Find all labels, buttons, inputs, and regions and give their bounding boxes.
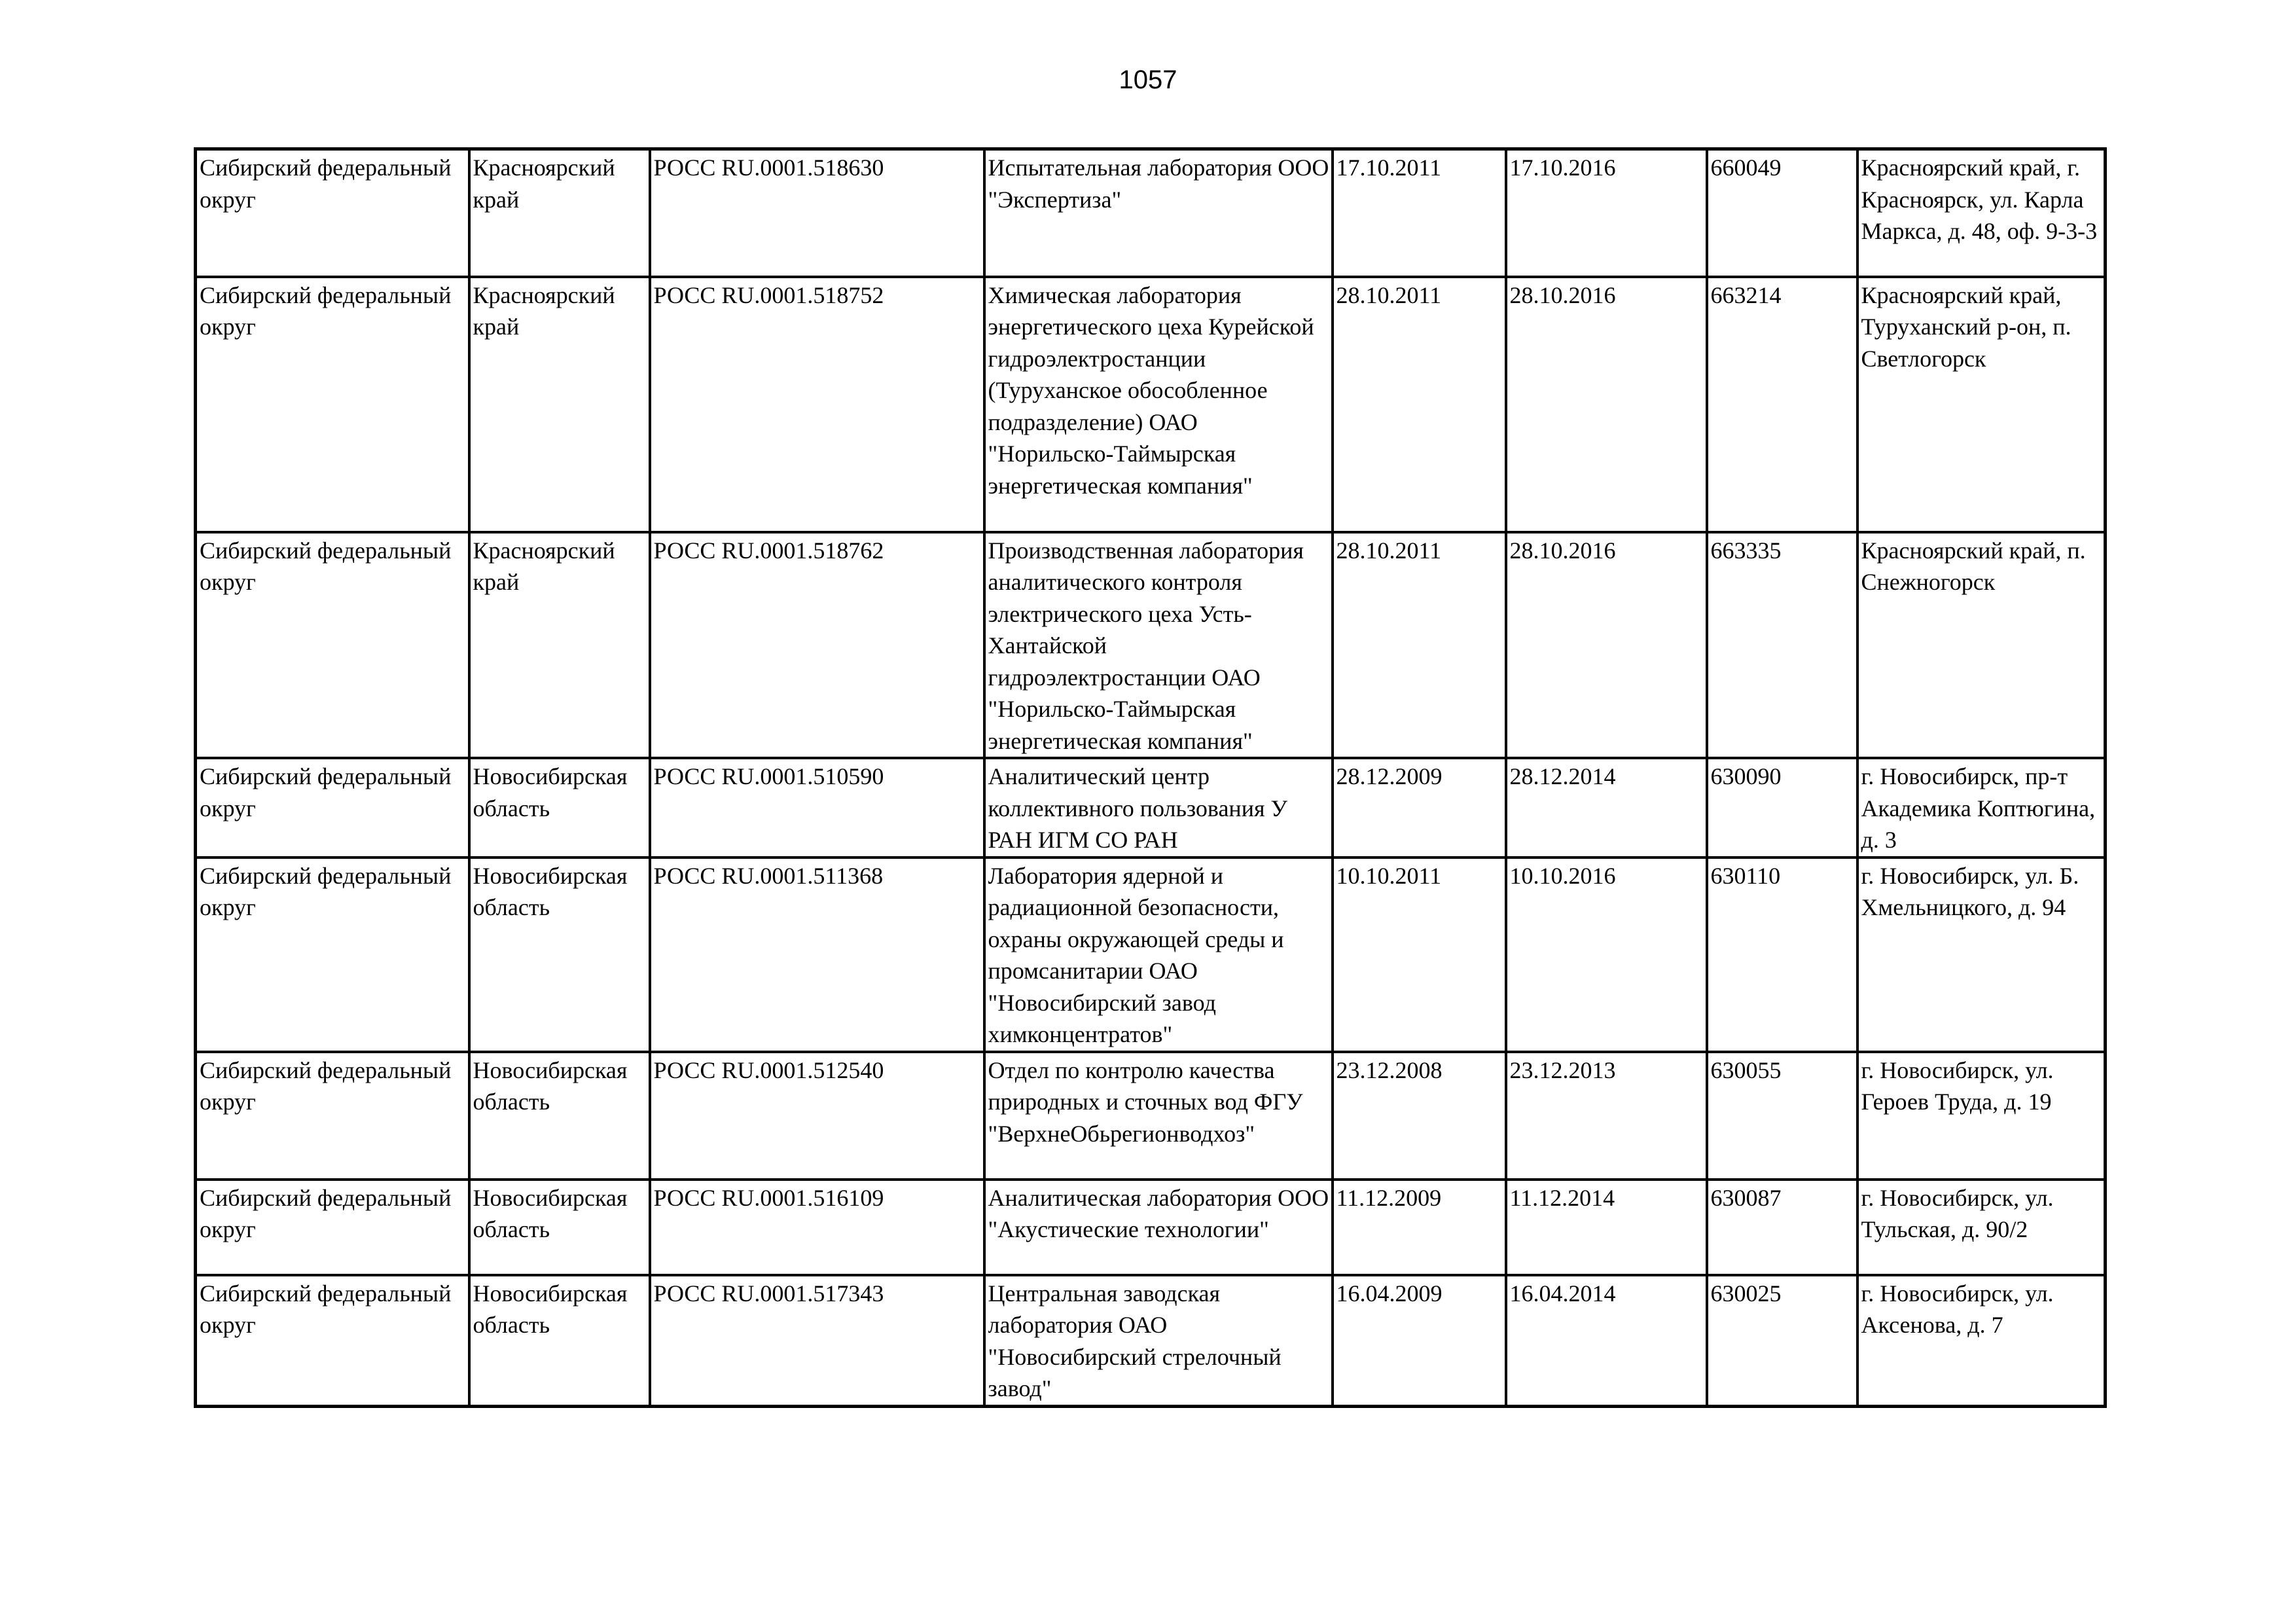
expiry-date-cell: 11.12.2014 bbox=[1506, 1180, 1707, 1275]
table-row bbox=[196, 758, 2106, 857]
region-cell: Новосибирская область bbox=[469, 1275, 650, 1407]
expiry-date-cell: 17.10.2016 bbox=[1506, 149, 1707, 277]
expiry-date-cell: 10.10.2016 bbox=[1506, 857, 1707, 1052]
postal-code-cell: 630087 bbox=[1707, 1180, 1857, 1275]
region-cell: Красноярский край bbox=[469, 532, 650, 759]
table-row bbox=[196, 149, 2106, 277]
registration-number-cell: РОСС RU.0001.518762 bbox=[650, 532, 984, 759]
table-row bbox=[196, 1275, 2106, 1407]
laboratory-name-cell: Производственная лаборатория аналитического контроля электрического цеха Усть-Хантайской гидроэлектростанции ОАО "Норильско-Таймырская энергетическая компания" bbox=[984, 532, 1333, 759]
address-cell: г. Новосибирск, ул. Аксенова, д. 7 bbox=[1857, 1275, 2106, 1407]
federal-district-cell: Сибирский федеральный округ bbox=[196, 758, 469, 857]
federal-district-cell: Сибирский федеральный округ bbox=[196, 149, 469, 277]
region-cell: Новосибирская область bbox=[469, 758, 650, 857]
address-cell: Красноярский край, г. Красноярск, ул. Карла Маркса, д. 48, оф. 9-3-3 bbox=[1857, 149, 2106, 277]
table-row bbox=[196, 532, 2106, 759]
laboratory-name-cell: Центральная заводская лаборатория ОАО "Новосибирский стрелочный завод" bbox=[984, 1275, 1333, 1407]
accreditation-date-cell: 28.10.2011 bbox=[1333, 277, 1506, 532]
expiry-date-cell: 23.12.2013 bbox=[1506, 1052, 1707, 1180]
table-row bbox=[196, 1052, 2106, 1180]
table-row bbox=[196, 857, 2106, 1052]
region-cell: Новосибирская область bbox=[469, 1180, 650, 1275]
postal-code-cell: 630090 bbox=[1707, 758, 1857, 857]
accreditation-date-cell: 16.04.2009 bbox=[1333, 1275, 1506, 1407]
table-row bbox=[196, 1180, 2106, 1275]
postal-code-cell: 663214 bbox=[1707, 277, 1857, 532]
registration-number-cell: РОСС RU.0001.512540 bbox=[650, 1052, 984, 1180]
address-cell: Красноярский край, п. Снежногорск bbox=[1857, 532, 2106, 759]
laboratory-name-cell: Аналитическая лаборатория ООО "Акустические технологии" bbox=[984, 1180, 1333, 1275]
laboratory-name-cell: Испытательная лаборатория ООО "Экспертиза" bbox=[984, 149, 1333, 277]
registration-number-cell: РОСС RU.0001.518630 bbox=[650, 149, 984, 277]
address-cell: г. Новосибирск, ул. Героев Труда, д. 19 bbox=[1857, 1052, 2106, 1180]
laboratory-name-cell: Лаборатория ядерной и радиационной безопасности, охраны окружающей среды и промсанитарии ОАО "Новосибирский завод химконцентратов" bbox=[984, 857, 1333, 1052]
laboratory-registry-table bbox=[194, 147, 2107, 1408]
expiry-date-cell: 16.04.2014 bbox=[1506, 1275, 1707, 1407]
address-cell: Красноярский край, Туруханский р-он, п. Светлогорск bbox=[1857, 277, 2106, 532]
accreditation-date-cell: 23.12.2008 bbox=[1333, 1052, 1506, 1180]
accreditation-date-cell: 28.12.2009 bbox=[1333, 758, 1506, 857]
accreditation-date-cell: 28.10.2011 bbox=[1333, 532, 1506, 759]
federal-district-cell: Сибирский федеральный округ bbox=[196, 1275, 469, 1407]
federal-district-cell: Сибирский федеральный округ bbox=[196, 1180, 469, 1275]
page-number: 1057 bbox=[1119, 65, 1177, 94]
registration-number-cell: РОСС RU.0001.517343 bbox=[650, 1275, 984, 1407]
registration-number-cell: РОСС RU.0001.518752 bbox=[650, 277, 984, 532]
postal-code-cell: 630025 bbox=[1707, 1275, 1857, 1407]
address-cell: г. Новосибирск, ул. Тульская, д. 90/2 bbox=[1857, 1180, 2106, 1275]
region-cell: Красноярский край bbox=[469, 149, 650, 277]
expiry-date-cell: 28.12.2014 bbox=[1506, 758, 1707, 857]
federal-district-cell: Сибирский федеральный округ bbox=[196, 532, 469, 759]
laboratory-name-cell: Химическая лаборатория энергетического цеха Курейской гидроэлектростанции (Туруханское обособленное подразделение) ОАО "Норильско-Таймырская энергетическая компания" bbox=[984, 277, 1333, 532]
postal-code-cell: 630055 bbox=[1707, 1052, 1857, 1180]
accreditation-date-cell: 11.12.2009 bbox=[1333, 1180, 1506, 1275]
accreditation-date-cell: 17.10.2011 bbox=[1333, 149, 1506, 277]
region-cell: Красноярский край bbox=[469, 277, 650, 532]
address-cell: г. Новосибирск, пр-т Академика Коптюгина, д. 3 bbox=[1857, 758, 2106, 857]
registration-number-cell: РОСС RU.0001.510590 bbox=[650, 758, 984, 857]
expiry-date-cell: 28.10.2016 bbox=[1506, 277, 1707, 532]
laboratory-name-cell: Аналитический центр коллективного пользования У РАН ИГМ СО РАН bbox=[984, 758, 1333, 857]
registration-number-cell: РОСС RU.0001.511368 bbox=[650, 857, 984, 1052]
federal-district-cell: Сибирский федеральный округ bbox=[196, 1052, 469, 1180]
address-cell: г. Новосибирск, ул. Б. Хмельницкого, д. 94 bbox=[1857, 857, 2106, 1052]
postal-code-cell: 660049 bbox=[1707, 149, 1857, 277]
expiry-date-cell: 28.10.2016 bbox=[1506, 532, 1707, 759]
federal-district-cell: Сибирский федеральный округ bbox=[196, 277, 469, 532]
laboratory-name-cell: Отдел по контролю качества природных и сточных вод ФГУ "ВерхнеОбьрегионводхоз" bbox=[984, 1052, 1333, 1180]
accreditation-date-cell: 10.10.2011 bbox=[1333, 857, 1506, 1052]
registration-number-cell: РОСС RU.0001.516109 bbox=[650, 1180, 984, 1275]
region-cell: Новосибирская область bbox=[469, 1052, 650, 1180]
federal-district-cell: Сибирский федеральный округ bbox=[196, 857, 469, 1052]
region-cell: Новосибирская область bbox=[469, 857, 650, 1052]
postal-code-cell: 630110 bbox=[1707, 857, 1857, 1052]
postal-code-cell: 663335 bbox=[1707, 532, 1857, 759]
table-row bbox=[196, 277, 2106, 532]
